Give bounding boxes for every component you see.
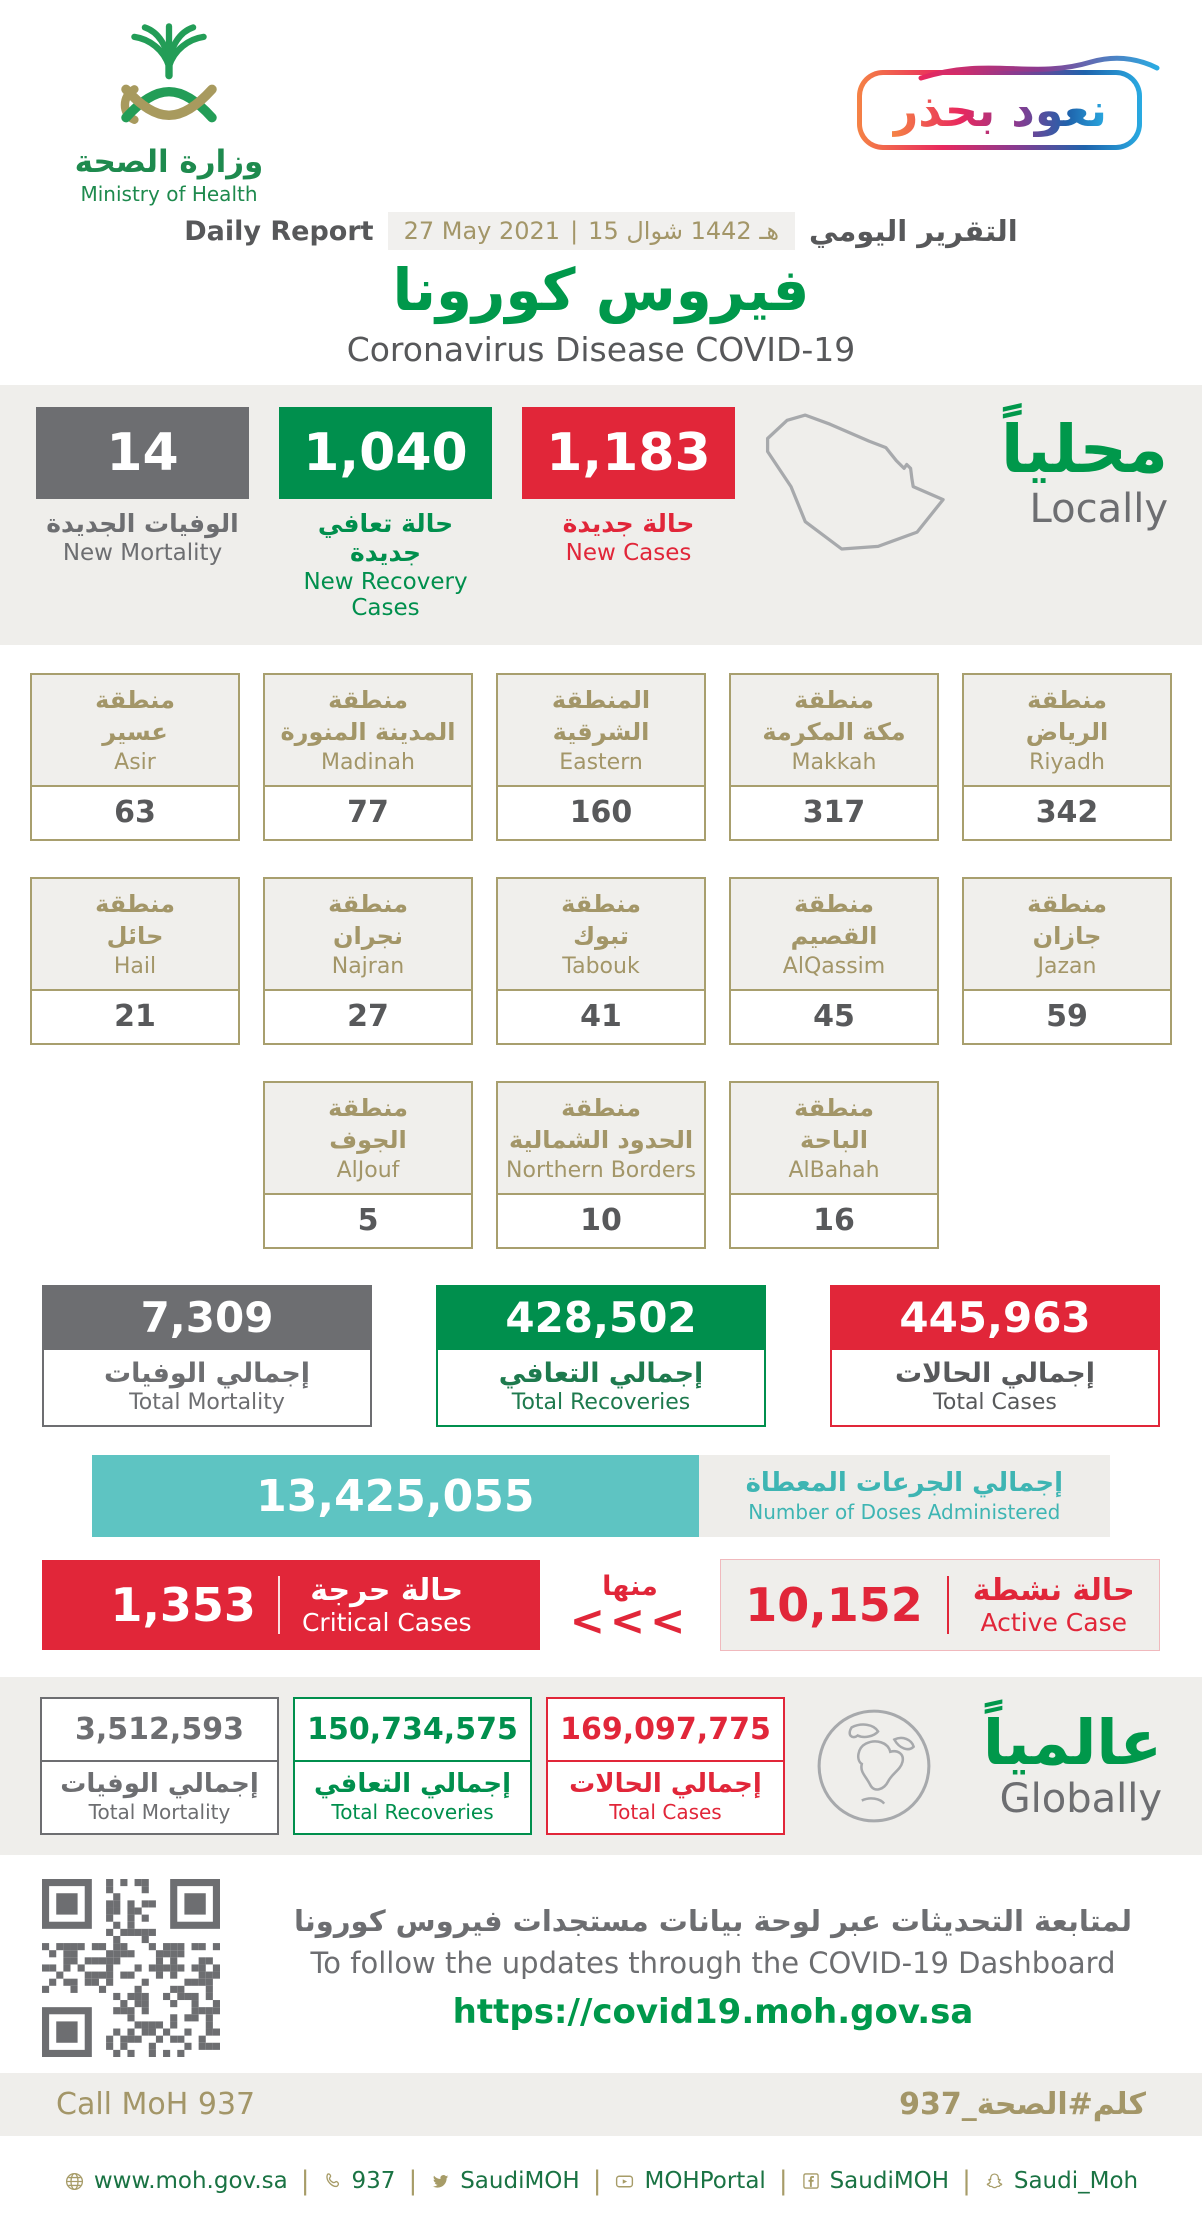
region-case-count: 21 xyxy=(114,999,156,1034)
region-card-header xyxy=(498,1083,704,1195)
total-recoveries-box xyxy=(436,1285,766,1427)
region-case-count: 41 xyxy=(580,999,622,1034)
new-mortality-value: 14 xyxy=(36,407,249,499)
new-cases-label-ar: حالة جديدة xyxy=(562,509,695,538)
region-card xyxy=(729,877,939,1045)
region-name-ar-line1: منطقة xyxy=(328,686,408,715)
daily-report-label-ar: التقرير اليومي xyxy=(809,214,1018,248)
global-recoveries-box xyxy=(293,1697,532,1835)
region-card-header xyxy=(731,675,937,787)
region-name-ar-line1: منطقة xyxy=(561,1094,641,1123)
youtube-icon xyxy=(614,2171,635,2192)
region-name-ar-line1: منطقة xyxy=(1027,890,1107,919)
date-separator: | xyxy=(570,217,579,245)
region-name-ar-line2: المدينة المنورة xyxy=(280,717,456,746)
facebook-icon xyxy=(801,2171,821,2191)
dashboard-text-ar: لمتابعة التحديثات عبر لوحة بيانات مستجدات فيروس كورونا xyxy=(294,1904,1132,1938)
region-case-count: 10 xyxy=(580,1203,622,1238)
of-which-indicator xyxy=(546,1570,714,1645)
region-case-count: 16 xyxy=(813,1203,855,1238)
global-cases-value: 169,097,775 xyxy=(560,1712,771,1747)
call-moh-label-ar: كلم#الصحة_937 xyxy=(899,2087,1146,2122)
daily-report-label-en: Daily Report xyxy=(184,215,374,247)
new-cases-stat xyxy=(522,407,735,566)
locally-label-ar: محلياً xyxy=(1000,411,1168,488)
footer-link[interactable] xyxy=(408,2166,579,2196)
call-moh-label-en: Call MoH 937 xyxy=(56,2087,256,2122)
region-name-ar-line2: عسير xyxy=(102,717,168,746)
dashboard-text-en: To follow the updates through the COVID-19 Dashboard xyxy=(310,1946,1116,1980)
total-mortality-value: 7,309 xyxy=(42,1285,372,1350)
header xyxy=(0,0,1202,206)
ministry-name-arabic: وزارة الصحة xyxy=(74,144,264,180)
region-case-count: 160 xyxy=(569,795,633,830)
regions-row-2 xyxy=(40,877,1162,1045)
region-case-count: 77 xyxy=(347,795,389,830)
critical-cases-label-ar: حالة حرجة xyxy=(310,1573,464,1608)
region-name-ar-line1: منطقة xyxy=(794,686,874,715)
locally-section xyxy=(0,385,1202,645)
global-mortality-value: 3,512,593 xyxy=(75,1712,244,1747)
region-card-header xyxy=(964,675,1170,787)
local-totals xyxy=(42,1285,1160,1427)
saudi-arabia-map-icon xyxy=(765,411,947,557)
critical-cases-label-en: Critical Cases xyxy=(301,1608,472,1637)
report-title-row xyxy=(0,212,1202,250)
region-name-ar-line2: الشرقية xyxy=(552,717,650,746)
region-card xyxy=(729,673,939,841)
footer-separator: | xyxy=(778,2166,788,2196)
dashboard-url-link[interactable]: https://covid19.moh.gov.sa xyxy=(452,1992,974,2032)
global-recoveries-value: 150,734,575 xyxy=(307,1712,518,1747)
footer-link-label: SaudiMOH xyxy=(460,2168,580,2194)
new-mortality-label-ar: الوفيات الجديدة xyxy=(46,509,239,538)
total-mortality-label-ar: إجمالي الوفيات xyxy=(103,1358,311,1389)
total-cases-value: 445,963 xyxy=(830,1285,1160,1350)
region-name-en: Jazan xyxy=(1037,953,1097,979)
total-cases-label-en: Total Cases xyxy=(933,1390,1057,1415)
footer-link[interactable] xyxy=(962,2166,1138,2196)
footer-link[interactable] xyxy=(64,2168,288,2194)
ministry-name-english: Ministry of Health xyxy=(80,182,258,206)
total-recoveries-label-ar: إجمالي التعافي xyxy=(498,1358,704,1389)
badge-swoosh-decoration xyxy=(861,54,1161,84)
twitter-icon xyxy=(430,2171,451,2192)
page-title-arabic: فيروس كورونا xyxy=(392,256,810,324)
globe-icon xyxy=(813,1705,935,1827)
global-recoveries-label-en: Total Recoveries xyxy=(331,1800,494,1824)
global-cases-label-en: Total Cases xyxy=(609,1800,722,1824)
doses-administered-bar xyxy=(92,1455,1110,1537)
regions-grid xyxy=(0,645,1202,1249)
return-with-caution-badge xyxy=(857,70,1142,150)
footer-link[interactable] xyxy=(779,2166,949,2196)
region-case-count: 342 xyxy=(1035,795,1099,830)
of-which-label-ar: منها xyxy=(602,1570,658,1602)
new-mortality-label-en: New Mortality xyxy=(62,540,223,566)
region-card xyxy=(729,1081,939,1249)
moh-logo-block xyxy=(44,18,294,206)
region-card-header xyxy=(498,879,704,991)
snapchat-icon xyxy=(984,2171,1005,2192)
regions-row-3 xyxy=(40,1081,1162,1249)
date-gregorian: 27 May 2021 xyxy=(403,217,561,245)
global-recoveries-label-ar: إجمالي التعافي xyxy=(313,1769,512,1799)
new-cases-label-en: New Cases xyxy=(565,540,692,566)
region-name-ar-line2: القصيم xyxy=(790,921,878,950)
global-mortality-label-ar: إجمالي الوفيات xyxy=(60,1769,259,1799)
region-card xyxy=(496,877,706,1045)
footer-separator: | xyxy=(300,2166,310,2196)
region-card-header xyxy=(498,675,704,787)
region-name-ar-line1: منطقة xyxy=(95,686,175,715)
region-card xyxy=(30,673,240,841)
region-name-en: Northern Borders xyxy=(506,1157,696,1183)
total-cases-box xyxy=(830,1285,1160,1427)
region-card-header xyxy=(265,675,471,787)
footer-separator: | xyxy=(962,2166,971,2196)
locally-label-en: Locally xyxy=(1029,486,1168,533)
globally-label-ar: عالمياً xyxy=(982,1706,1162,1780)
region-case-count: 317 xyxy=(802,795,866,830)
footer-link-label: 937 xyxy=(351,2168,396,2194)
region-name-ar-line1: منطقة xyxy=(328,890,408,919)
active-cases-value: 10,152 xyxy=(745,1578,923,1632)
total-recoveries-label-en: Total Recoveries xyxy=(511,1390,691,1415)
footer-link-label: SaudiMOH xyxy=(829,2168,950,2194)
region-name-en: Madinah xyxy=(321,749,415,775)
global-cases-label-ar: إجمالي الحالات xyxy=(569,1769,762,1799)
region-case-count: 27 xyxy=(347,999,389,1034)
doses-label-ar: إجمالي الجرعات المعطاة xyxy=(745,1468,1064,1498)
footer-link-label: www.moh.gov.sa xyxy=(93,2168,288,2194)
region-card-header xyxy=(731,879,937,991)
region-name-ar-line2: نجران xyxy=(333,921,403,950)
total-cases-label-ar: إجمالي الحالات xyxy=(894,1358,1096,1389)
region-name-ar-line2: تبوك xyxy=(573,921,629,950)
region-card-header xyxy=(265,879,471,991)
new-mortality-stat xyxy=(36,407,249,566)
region-name-en: Asir xyxy=(114,749,156,775)
region-card xyxy=(496,1081,706,1249)
total-mortality-label-en: Total Mortality xyxy=(129,1390,285,1415)
region-name-en: Tabouk xyxy=(562,953,640,979)
region-name-en: Najran xyxy=(331,953,405,979)
critical-cases-value: 1,353 xyxy=(110,1578,256,1632)
dashboard-section xyxy=(42,1873,1160,2063)
region-name-ar-line2: الجوف xyxy=(329,1125,407,1154)
global-mortality-label-en: Total Mortality xyxy=(88,1800,231,1824)
region-card-header xyxy=(32,879,238,991)
doses-label-en: Number of Doses Administered xyxy=(748,1500,1061,1524)
divider xyxy=(947,1576,949,1634)
date-hijri: 15 شوال‎ 1442‎ هـ xyxy=(588,217,779,245)
region-card xyxy=(496,673,706,841)
region-name-en: Hail xyxy=(113,953,157,979)
total-recoveries-value: 428,502 xyxy=(436,1285,766,1350)
region-name-ar-line2: الرياض xyxy=(1025,717,1109,746)
region-name-en: AlBahah xyxy=(788,1157,880,1183)
globe-icon xyxy=(64,2171,85,2192)
footer-link[interactable] xyxy=(301,2166,396,2196)
global-cases-box xyxy=(546,1697,785,1835)
left-arrows-icon: <<< xyxy=(569,1595,691,1645)
region-name-ar-line1: المنطقة xyxy=(551,686,651,715)
globally-label-en: Globally xyxy=(999,1775,1162,1822)
footer-separator: | xyxy=(592,2166,602,2196)
region-card xyxy=(962,673,1172,841)
badge-text: نعود بحذر xyxy=(891,83,1107,137)
globally-label xyxy=(982,1706,1162,1822)
region-name-en: AlQassim xyxy=(782,953,886,979)
page-title-english: Coronavirus Disease COVID-19 xyxy=(346,330,856,369)
regions-row-1 xyxy=(40,673,1162,841)
critical-active-row xyxy=(42,1559,1160,1651)
region-name-ar-line2: حائل xyxy=(106,921,164,950)
new-recovery-label-en: New Recovery Cases xyxy=(303,569,468,621)
region-card xyxy=(263,877,473,1045)
critical-cases-box xyxy=(42,1560,540,1650)
region-name-ar-line1: منطقة xyxy=(328,1094,408,1123)
moh-logo xyxy=(79,18,259,146)
region-name-ar-line2: جازان xyxy=(1032,921,1102,950)
footer-link-label: Saudi_Moh xyxy=(1013,2168,1139,2194)
footer-links xyxy=(0,2166,1202,2196)
region-card xyxy=(962,877,1172,1045)
region-card xyxy=(30,877,240,1045)
region-name-ar-line2: الحدود الشمالية xyxy=(508,1125,694,1154)
active-cases-label-ar: حالة نشطة xyxy=(972,1573,1135,1608)
region-name-ar-line1: منطقة xyxy=(794,890,874,919)
phone-icon xyxy=(323,2171,343,2191)
globally-section xyxy=(0,1677,1202,1855)
active-cases-box xyxy=(720,1559,1160,1651)
region-case-count: 59 xyxy=(1046,999,1088,1034)
region-name-ar-line1: منطقة xyxy=(95,890,175,919)
global-mortality-box xyxy=(40,1697,279,1835)
total-mortality-box xyxy=(42,1285,372,1427)
report-date xyxy=(388,212,795,250)
active-cases-label-en: Active Case xyxy=(980,1608,1127,1637)
region-card-header xyxy=(731,1083,937,1195)
qr-code xyxy=(42,1879,220,2057)
region-case-count: 45 xyxy=(813,999,855,1034)
new-recovery-value: 1,040 xyxy=(279,407,492,499)
region-case-count: 63 xyxy=(114,795,156,830)
footer xyxy=(0,2136,1202,2220)
new-recovery-stat xyxy=(279,407,492,621)
region-card-header xyxy=(32,675,238,787)
region-name-en: Riyadh xyxy=(1029,749,1105,775)
region-name-ar-line1: منطقة xyxy=(794,1094,874,1123)
region-name-en: AlJouf xyxy=(336,1157,400,1183)
region-name-ar-line1: منطقة xyxy=(1027,686,1107,715)
divider xyxy=(278,1576,280,1634)
region-name-ar-line1: منطقة xyxy=(561,890,641,919)
region-card xyxy=(263,673,473,841)
doses-value: 13,425,055 xyxy=(92,1455,699,1537)
region-case-count: 5 xyxy=(357,1203,379,1238)
region-name-ar-line2: مكة المكرمة xyxy=(762,717,906,746)
footer-link-label: MOHPortal xyxy=(644,2168,766,2194)
new-cases-value: 1,183 xyxy=(522,407,735,499)
footer-separator: | xyxy=(408,2166,418,2196)
region-name-en: Makkah xyxy=(791,749,877,775)
region-name-en: Eastern xyxy=(559,749,643,775)
region-card-header xyxy=(265,1083,471,1195)
footer-link[interactable] xyxy=(593,2166,766,2196)
region-card xyxy=(263,1081,473,1249)
new-recovery-label-ar: حالة تعافي جديدة xyxy=(317,509,454,567)
region-name-ar-line2: الباحة xyxy=(800,1125,868,1154)
locally-label xyxy=(1001,407,1168,532)
region-card-header xyxy=(964,879,1170,991)
call-moh-band xyxy=(0,2073,1202,2136)
